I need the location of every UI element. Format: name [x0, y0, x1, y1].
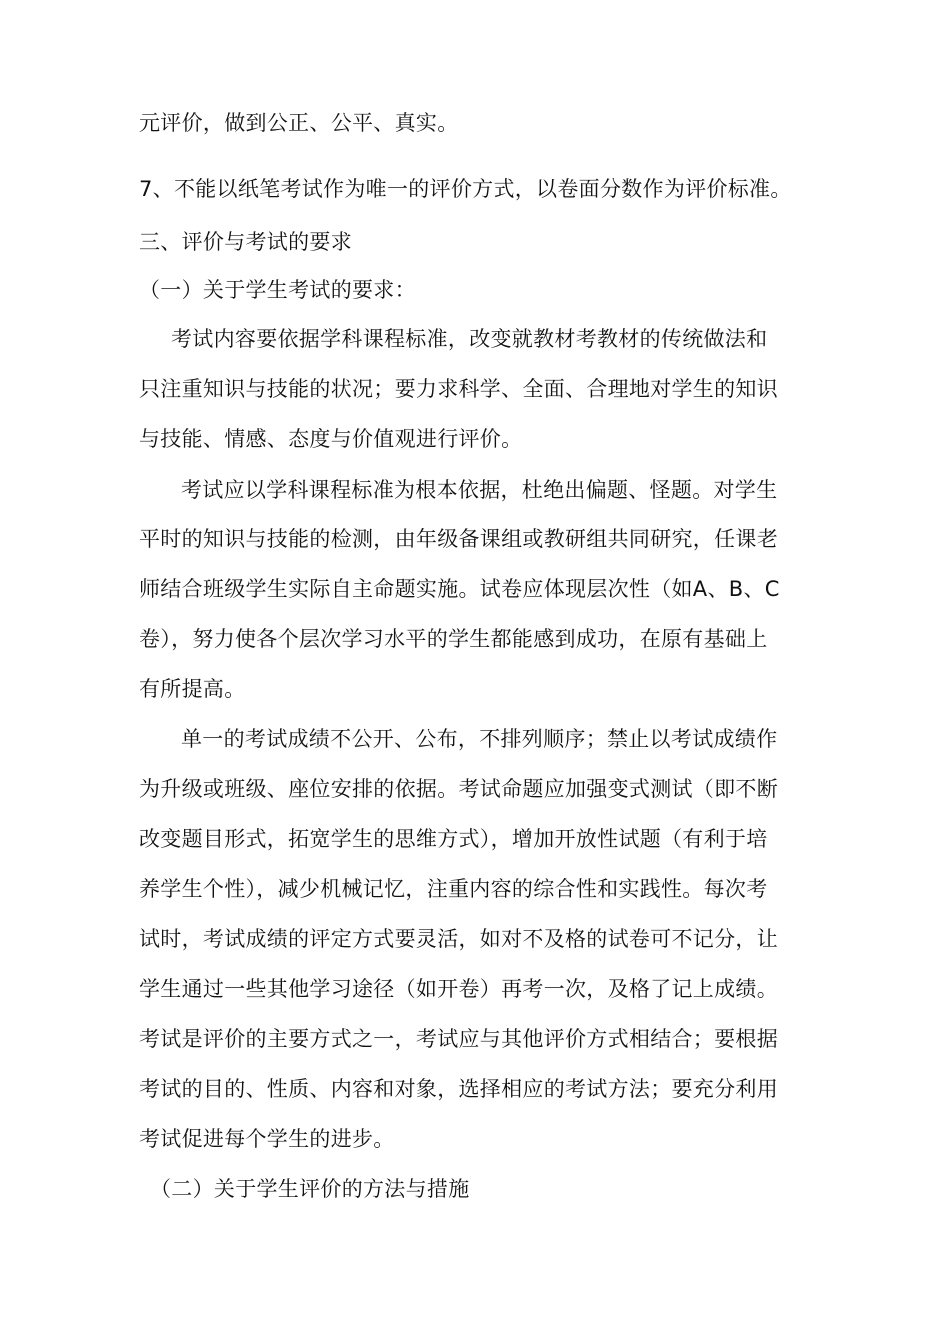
text-line: 师结合班级学生实际自主命题实施。试卷应体现层次性（如A、B、C	[139, 577, 780, 601]
section-heading: 三、评价与考试的要求	[139, 230, 352, 254]
text-line: 考试内容要依据学科课程标准，改变就教材考教材的传统做法和	[171, 327, 768, 351]
text-line: 改变题目形式，拓宽学生的思维方式），增加开放性试题（有利于培	[139, 827, 768, 851]
text-line: 考试是评价的主要方式之一，考试应与其他评价方式相结合；要根据	[139, 1027, 778, 1051]
subsection-heading: （二）关于学生评价的方法与措施	[150, 1177, 470, 1201]
subsection-heading: （一）关于学生考试的要求：	[139, 278, 416, 302]
text-line: 单一的考试成绩不公开、公布，不排列顺序；禁止以考试成绩作	[181, 727, 778, 751]
text-line: 学生通过一些其他学习途径（如开卷）再考一次，及格了记上成绩。	[139, 977, 778, 1001]
text-line: 考试应以学科课程标准为根本依据，杜绝出偏题、怪题。对学生	[181, 478, 778, 502]
text-line: 7、不能以纸笔考试作为唯一的评价方式，以卷面分数作为评价标准。	[139, 177, 792, 201]
text-line: 元评价，做到公正、公平、真实。	[139, 111, 459, 135]
text-line: 卷），努力使各个层次学习水平的学生都能感到成功，在原有基础上	[139, 627, 768, 651]
text-line: 考试的目的、性质、内容和对象，选择相应的考试方法；要充分利用	[139, 1077, 778, 1101]
text-line: 只注重知识与技能的状况；要力求科学、全面、合理地对学生的知识	[139, 377, 778, 401]
text-line: 为升级或班级、座位安排的依据。考试命题应加强变式测试（即不断	[139, 777, 778, 801]
text-line: 与技能、情感、态度与价值观进行评价。	[139, 427, 523, 451]
text-line: 试时，考试成绩的评定方式要灵活，如对不及格的试卷可不记分，让	[139, 927, 778, 951]
text-line: 考试促进每个学生的进步。	[139, 1127, 395, 1151]
text-line: 平时的知识与技能的检测，由年级备课组或教研组共同研究，任课老	[139, 527, 778, 551]
text-line: 有所提高。	[139, 677, 246, 701]
text-line: 养学生个性），减少机械记忆，注重内容的综合性和实践性。每次考	[139, 877, 768, 901]
